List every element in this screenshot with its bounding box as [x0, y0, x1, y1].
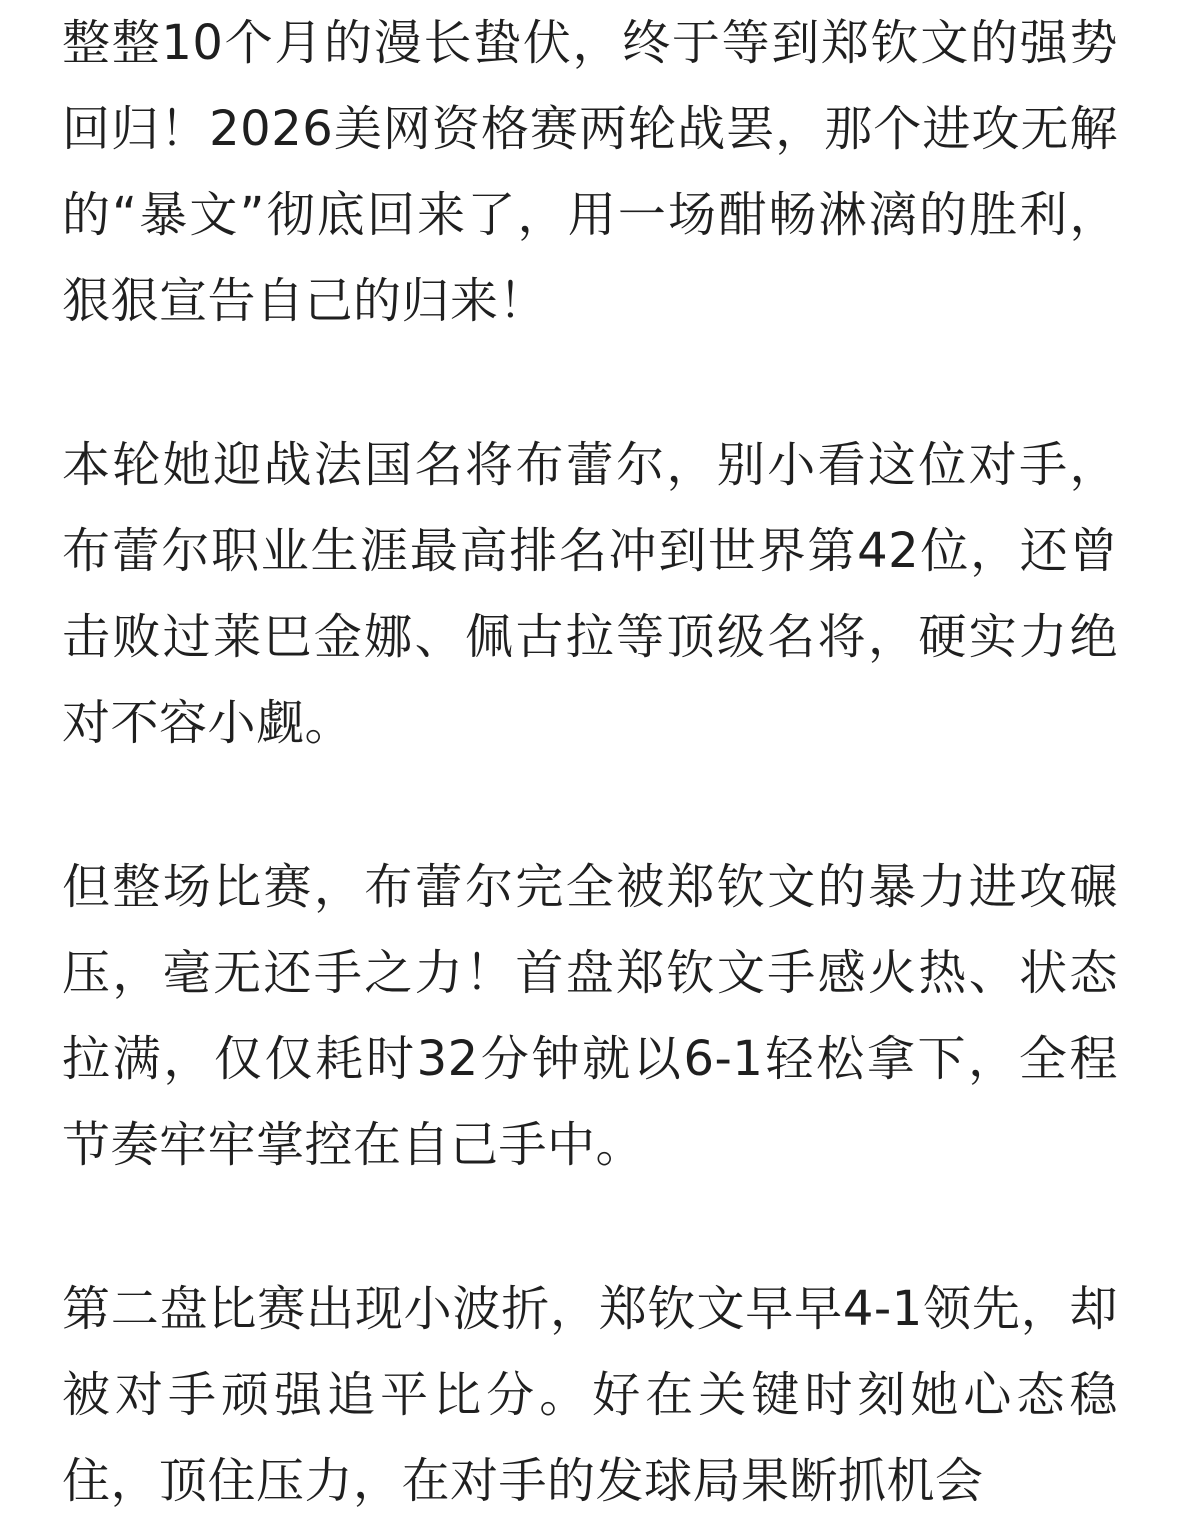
article-body — [62, 0, 1118, 1524]
article-paragraph-4: 第二盘比赛出现小波折，郑钦文早早4-1领先，却被对手顽强追平比分。好在关键时刻她心态稳住，顶住压力，在对手的发球局果断抓机会 — [62, 1281, 1118, 1509]
article-paragraph-3: 但整场比赛，布蕾尔完全被郑钦文的暴力进攻碾压，毫无还手之力！首盘郑钦文手感火热、状态拉满，仅仅耗时32分钟就以6-1轻松拿下，全程节奏牢牢掌控在自己手中。 — [62, 859, 1118, 1173]
article-paragraph-2: 本轮她迎战法国名将布蕾尔，别小看这位对手，布蕾尔职业生涯最高排名冲到世界第42位，还曾击败过莱巴金娜、佩古拉等顶级名将，硬实力绝对不容小觑。 — [62, 437, 1118, 751]
article-paragraph-1: 整整10个月的漫长蛰伏，终于等到郑钦文的强势回归！2026美网资格赛两轮战罢，那个进攻无解的“暴文”彻底回来了，用一场酣畅淋漓的胜利，狠狠宣告自己的归来！ — [62, 15, 1118, 329]
